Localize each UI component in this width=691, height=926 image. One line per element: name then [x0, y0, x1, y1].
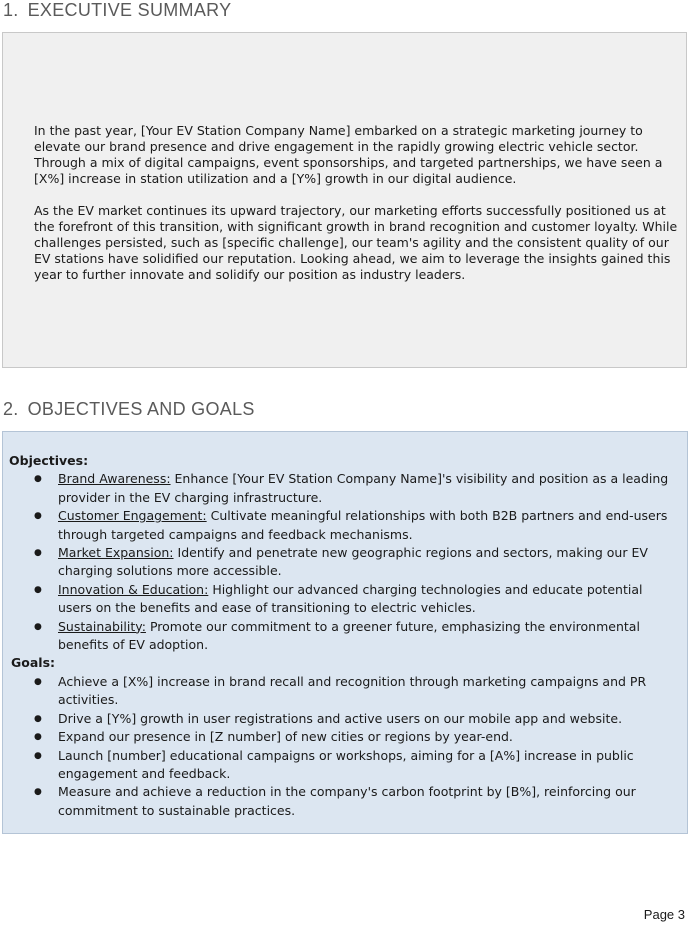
objective-term: Market Expansion:	[58, 545, 174, 561]
objective-item	[9, 507, 671, 544]
goals-list	[9, 673, 671, 820]
section-heading-executive-summary	[3, 0, 231, 21]
section-title: OBJECTIVES AND GOALS	[27, 399, 255, 419]
goals-label: Goals:	[11, 655, 56, 671]
bullet: ●	[34, 474, 42, 485]
objective-term: Brand Awareness:	[58, 471, 171, 487]
goal-text: Launch [number] educational campaigns or workshops, aiming for a [A%] increase in public engagement and feedback.	[58, 747, 634, 781]
bullet: ●	[34, 676, 42, 687]
objective-term: Sustainability:	[58, 618, 146, 634]
objective-item	[9, 544, 671, 581]
executive-summary-box	[2, 32, 687, 368]
goal-item	[9, 783, 671, 820]
executive-summary-text	[34, 123, 689, 283]
goal-item	[9, 747, 671, 784]
bullet: ●	[34, 787, 42, 798]
objectives-list	[9, 470, 671, 654]
bullet: ●	[34, 511, 42, 522]
goal-text: Achieve a [X%] increase in brand recall and recognition through marketing campaigns and PR activities.	[58, 673, 647, 708]
objectives-goals-content	[9, 452, 671, 820]
goal-item	[9, 673, 671, 710]
objective-item	[9, 470, 671, 507]
page-number: Page 3	[643, 907, 685, 922]
objectives-goals-box	[2, 431, 688, 834]
section-heading-objectives-goals	[3, 399, 255, 420]
goal-item	[9, 710, 671, 728]
objective-term: Customer Engagement:	[58, 508, 207, 524]
goal-text: Drive a [Y%] growth in user registrations and active users on our mobile app and website.	[58, 710, 623, 726]
bullet: ●	[34, 732, 42, 743]
section-number: 1.	[3, 0, 19, 20]
section-number: 2.	[3, 399, 19, 419]
section-title: EXECUTIVE SUMMARY	[27, 0, 232, 20]
bullet: ●	[34, 621, 42, 632]
objective-text: Highlight our advanced charging technologies and educate potential users on the benefits and ease of transitioning to electric vehicles.	[58, 581, 643, 616]
bullet: ●	[34, 548, 42, 559]
goal-text: Measure and achieve a reduction in the company's carbon footprint by [B%], reinforcing our commitment to sustainable practices.	[58, 784, 636, 818]
objective-text: Promote our commitment to a greener future, emphasizing the environmental benefits of EV adoption.	[58, 618, 640, 653]
objective-text: Identify and penetrate new geographic regions and sectors, making our EV charging solutions more accessible.	[58, 545, 648, 579]
summary-paragraph: In the past year, [Your EV Station Company Name] embarked on a strategic marketing journey to elevate our brand presence and drive engagement in the rapidly growing electric vehicle sector. Through a mix of digital campaigns, event sponsorships, and targeted partnerships, we have seen a [X%] increase in station utilization and a [Y%] growth in our digital audience.	[34, 123, 663, 186]
objective-text: Enhance [Your EV Station Company Name]'s visibility and position as a leading provider in the EV charging infrastructure.	[58, 471, 669, 505]
bullet: ●	[34, 584, 42, 595]
goal-item	[9, 728, 671, 746]
objectives-label: Objectives:	[9, 453, 89, 468]
bullet: ●	[34, 713, 42, 724]
objective-term: Innovation & Education:	[58, 581, 209, 597]
objective-item	[9, 581, 671, 618]
objective-text: Cultivate meaningful relationships with both B2B partners and end-users through targeted campaigns and feedback mechanisms.	[58, 508, 668, 542]
summary-paragraph: As the EV market continues its upward trajectory, our marketing efforts successfully positioned us at the forefront of this transition, with significant growth in brand recognition and customer loyalty. While challenges persisted, such as [specific challenge], our team's agility and the consistent quality of our EV stations have solidified our reputation. Looking ahead, we aim to leverage the insights gained this year to further innovate and solidify our position as industry leaders.	[34, 203, 678, 282]
bullet: ●	[34, 750, 42, 761]
objective-item	[9, 618, 671, 655]
goal-text: Expand our presence in [Z number] of new cities or regions by year-end.	[58, 729, 513, 745]
